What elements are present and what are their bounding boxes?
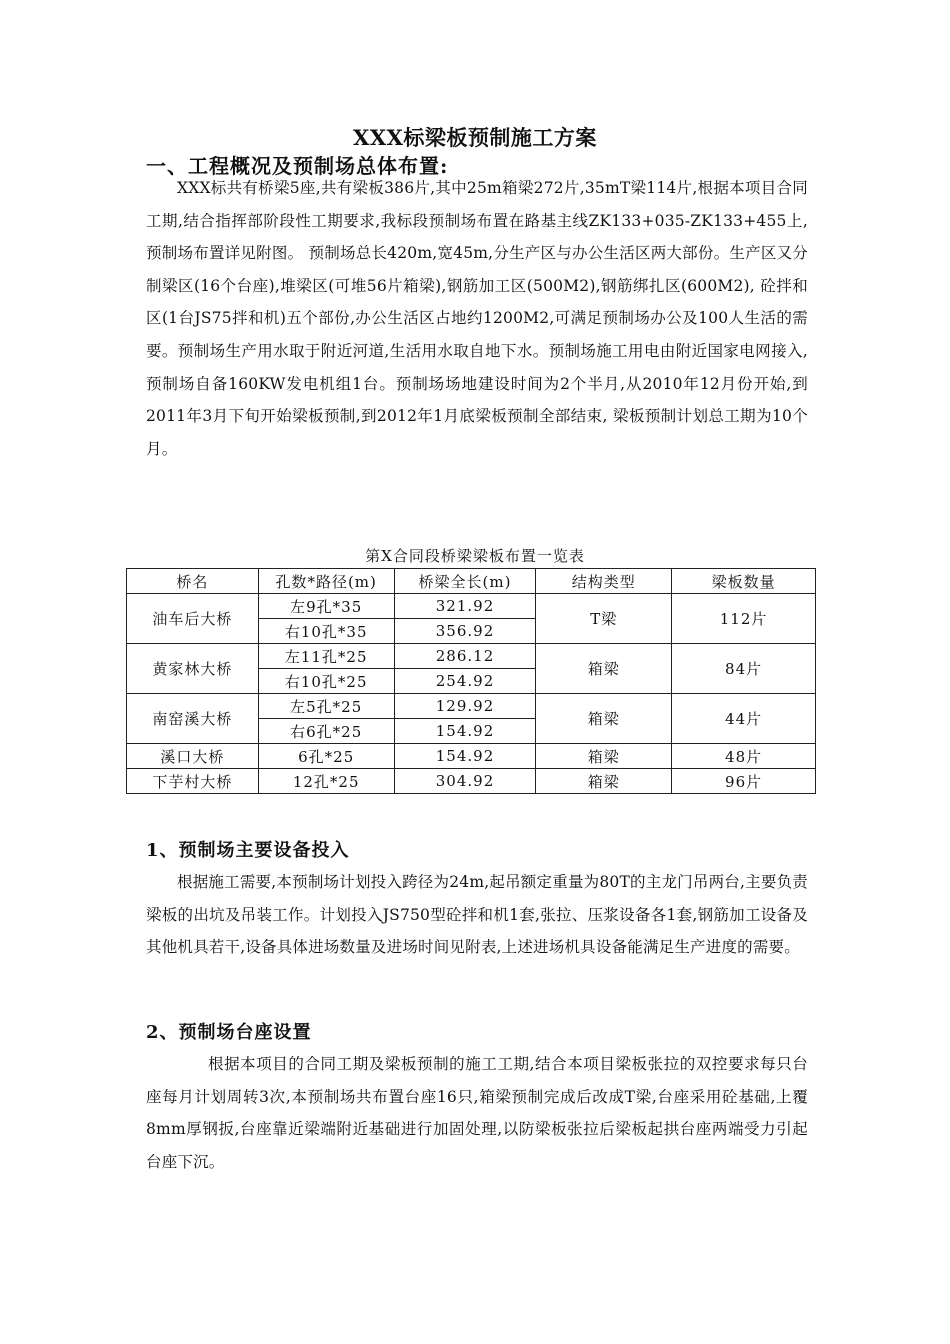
type-cell: 箱梁 [536,744,672,769]
length-cell: 154.92 [394,744,536,769]
document-title: XXX标梁板预制施工方案 [353,125,597,150]
count-cell: 44片 [672,694,816,744]
type-cell: 箱梁 [536,644,672,694]
bridge-beam-table [126,568,816,794]
table-row [127,644,816,669]
bridge-name-cell: 下芋村大桥 [127,769,259,794]
length-cell: 129.92 [394,694,536,719]
table-caption: 第X合同段桥梁梁板布置一览表 [365,547,585,565]
header-cell: 桥名 [127,569,259,594]
subsection-heading-pedestal: 2、预制场台座设置 [146,1022,312,1043]
header-cell: 孔数*路径(m) [258,569,394,594]
span-cell: 右6孔*25 [258,719,394,744]
span-cell: 右10孔*35 [258,619,394,644]
header-cell: 结构类型 [536,569,672,594]
length-cell: 154.92 [394,719,536,744]
type-cell: T梁 [536,594,672,644]
overview-paragraph: XXX标共有桥梁5座,共有梁板386片,其中25m箱梁272片,35mT梁114片,根据本项目合同工期,结合指挥部阶段性工期要求,我标段预制场布置在路基主线ZK133+035-ZK133+455上,预制场布置详见附图。 预制场总长420m,宽45m,分生产区与办公生活区两大部份。生产区又分制梁区(16个台座),堆梁区(可堆56片箱梁),钢筋加工区(500M2),钢筋绑扎区(600M2), 砼拌和区(1台JS75拌和机)五个部份,办公生活区占地约1200M2,可满足预制场办公及100人生活的需要。预制场生产用水取于附近河道,生活用水取自地下水。预制场施工用电由附近国家电网接入,预制场自备160KW发电机组1台。预制场场地建设时间为2个半月,从2010年12月份开始,到2011年3月下旬开始梁板预制,到2012年1月底梁板预制全部结束, 梁板预制计划总工期为10个月。 [146,179,808,458]
count-cell: 48片 [672,744,816,769]
count-cell: 112片 [672,594,816,644]
length-cell: 321.92 [394,594,536,619]
table-row [127,744,816,769]
count-cell: 84片 [672,644,816,694]
span-cell: 右10孔*25 [258,669,394,694]
type-cell: 箱梁 [536,694,672,744]
span-cell: 6孔*25 [258,744,394,769]
pedestal-paragraph: 根据本项目的合同工期及梁板预制的施工工期,结合本项目梁板张拉的双控要求每只台座每月计划周转3次,本预制场共布置台座16只,箱梁预制完成后改成T梁,台座采用砼基础,上覆8mm厚钢扳,台座靠近梁端附近基础进行加固处理,以防梁板张拉后梁板起拱台座两端受力引起台座下沉。 [146,1055,808,1171]
table-row [127,769,816,794]
span-cell: 左5孔*25 [258,694,394,719]
count-cell: 96片 [672,769,816,794]
length-cell: 254.92 [394,669,536,694]
bridge-name-cell: 黄家林大桥 [127,644,259,694]
table-row [127,694,816,719]
section-heading-overview: 一、工程概况及预制场总体布置: [146,154,449,178]
type-cell: 箱梁 [536,769,672,794]
table-header-row [127,569,816,594]
table-row [127,594,816,619]
length-cell: 286.12 [394,644,536,669]
equipment-paragraph: 根据施工需要,本预制场计划投入跨径为24m,起吊额定重量为80T的主龙门吊两台,主要负责梁板的出坑及吊装工作。计划投入JS750型砼拌和机1套,张拉、压浆设备各1套,钢筋加工设备及其他机具若干,设备具体进场数量及进场时间见附表,上述进场机具设备能满足生产进度的需要。 [146,873,808,957]
header-cell: 桥梁全长(m) [394,569,536,594]
header-cell: 梁板数量 [672,569,816,594]
bridge-name-cell: 溪口大桥 [127,744,259,769]
bridge-name-cell: 油车后大桥 [127,594,259,644]
length-cell: 304.92 [394,769,536,794]
span-cell: 12孔*25 [258,769,394,794]
length-cell: 356.92 [394,619,536,644]
span-cell: 左9孔*35 [258,594,394,619]
subsection-heading-equipment: 1、预制场主要设备投入 [146,840,350,861]
span-cell: 左11孔*25 [258,644,394,669]
bridge-name-cell: 南窑溪大桥 [127,694,259,744]
